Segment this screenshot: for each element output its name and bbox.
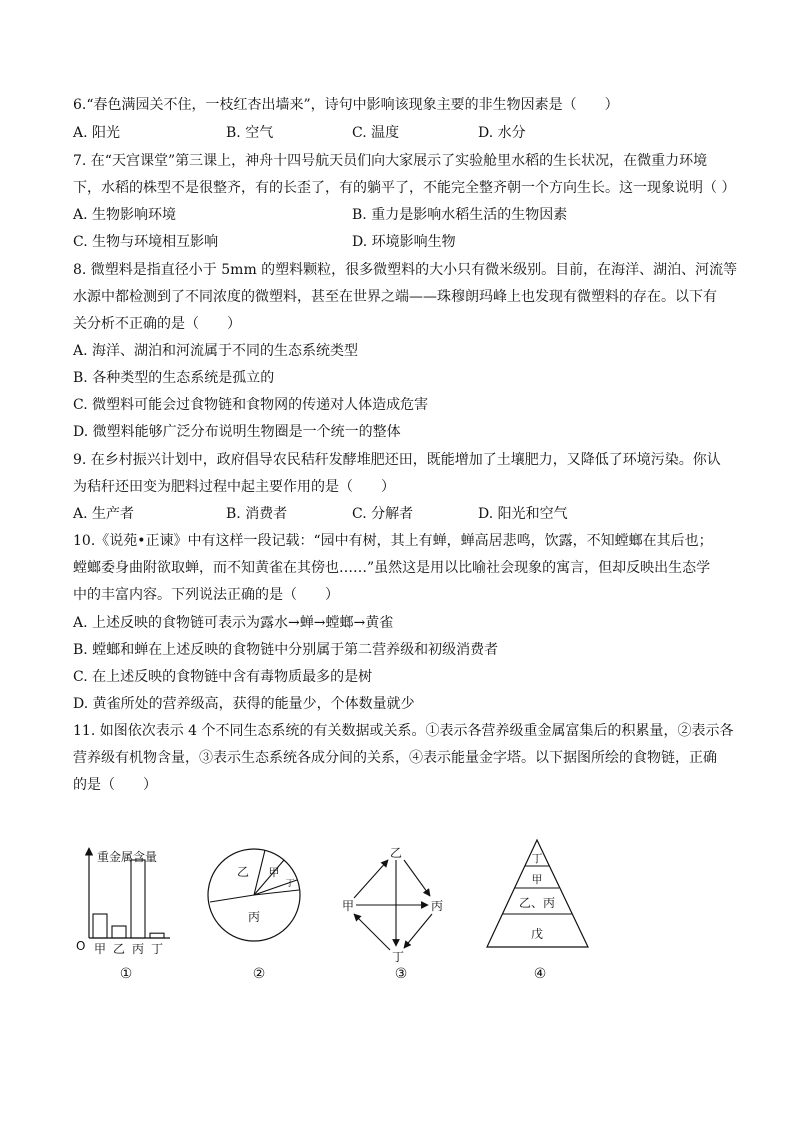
fig1-caption: ①	[119, 966, 133, 982]
fig3-node-ding: 丁	[391, 950, 405, 964]
fig1-bar-3	[150, 933, 164, 938]
fig2-label-jia: 甲	[268, 866, 280, 879]
q9-stem-line-1: 9. 在乡村振兴计划中，政府倡导农民秸秆发酵堆肥还田，既能增加了土壤肥力，又降低了环境污染。你认	[73, 452, 721, 468]
q10-stem-line-1: 10.《说苑•正谏》中有这样一段记载：“园中有树，其上有蝉，蝉高居悲鸣，饮露，不知螳螂在其后也；	[73, 533, 713, 549]
q7-stem-line-1: 7. 在“天宫课堂”第三课上，神舟十四号航天员们向大家展示了实验舱里水稻的生长状况，在微重力环境	[73, 153, 708, 169]
fig3-arrow-bing-ding	[404, 914, 432, 948]
q8-stem-line-1: 8. 微塑料是指直径小于 5mm 的塑料颗粒，很多微塑料的大小只有微米级别。目前，在海洋、湖泊、河流等	[73, 262, 738, 278]
q7-option-d: D. 环境影响生物	[352, 234, 456, 250]
q10-stem-line-3: 中的丰富内容。下列说法正确的是（ ）	[73, 587, 339, 603]
q9-option-c: C. 分解者	[352, 506, 414, 522]
q6-option-d: D. 水分	[478, 125, 526, 141]
q6-option-a: A. 阳光	[73, 125, 121, 141]
q8-option-c: C. 微塑料可能会过食物链和食物网的传递对人体造成危害	[73, 397, 429, 413]
fig1-bar-0	[93, 914, 107, 938]
q11-stem-line-2: 营养级有机物含量，③表示生态系统各成分间的关系，④表示能量金字塔。以下据图所绘的食物链，正确	[73, 750, 717, 766]
q9-option-d: D. 阳光和空气	[478, 506, 568, 522]
q7-stem-line-2: 下，水稻的株型不是很整齐，有的长歪了，有的躺平了，不能完全整齐朝一个方向生长。这一现象说明（ ）	[73, 180, 736, 196]
q6-option-c: C. 温度	[352, 125, 400, 141]
q10-stem-line-2: 螳螂委身曲附欲取蝉，而不知黄雀在其傍也……”虽然这是用以比喻社会现象的寓言，但却反映出生态学	[73, 560, 711, 576]
fig3-node-yi: 乙	[389, 846, 403, 860]
fig4-level-wu: 戊	[530, 927, 544, 941]
fig2-label-yi: 乙	[236, 865, 250, 879]
figure-1-bar-chart	[76, 848, 170, 982]
q8-option-d: D. 微塑料能够广泛分布说明生物圈是一个统一的整体	[73, 424, 401, 440]
fig1-category-label-3: 丁	[150, 942, 164, 956]
q7-option-b: B. 重力是影响水稻生活的生物因素	[352, 207, 568, 223]
fig3-node-bing: 丙	[430, 899, 444, 913]
fig1-origin: O	[76, 939, 86, 953]
q7-option-a: A. 生物影响环境	[73, 207, 177, 223]
fig1-category-label-1: 乙	[112, 942, 126, 956]
q11-figures	[0, 830, 794, 1050]
fig4-level-jia: 甲	[531, 873, 543, 886]
q9-stem-line-2: 为秸秆还田变为肥料过程中起主要作用的是（ ）	[73, 479, 395, 495]
fig3-node-jia: 甲	[341, 899, 355, 913]
q6-stem: 6.“春色满园关不住，一枝红杏出墙来”，诗句中影响该现象主要的非生物因素是（ ）	[73, 97, 619, 113]
fig2-divider-5	[210, 895, 254, 902]
q9-option-b: B. 消费者	[226, 506, 288, 522]
q6-option-b: B. 空气	[226, 125, 274, 141]
fig3-arrow-jia-yi	[354, 860, 388, 898]
fig3-caption: ③	[394, 966, 408, 982]
q9-option-a: A. 生产者	[73, 506, 135, 522]
figure-4-energy-pyramid	[487, 840, 588, 982]
fig3-arrow-yi-bing	[404, 860, 430, 896]
q8-stem-line-2: 水源中都检测到了不同浓度的微塑料，甚至在世界之端——珠穆朗玛峰上也发现有微塑料的存在。以下有	[73, 289, 717, 305]
q10-option-c: C. 在上述反映的食物链中含有毒物质最多的是树	[73, 669, 373, 685]
figure-3-ecosystem-diagram	[342, 846, 443, 982]
fig1-ylabel: 重金属含量	[97, 850, 158, 864]
fig1-category-label-2: 丙	[131, 942, 145, 956]
fig2-caption: ②	[252, 966, 266, 982]
q8-option-a: A. 海洋、湖泊和河流属于不同的生态系统类型	[73, 343, 359, 359]
q10-option-a: A. 上述反映的食物链可表示为露水→蝉→螳螂→黄雀	[73, 615, 394, 631]
q11-stem-line-1: 11. 如图依次表示 4 个不同生态系统的有关数据或关系。①表示各营养级重金属富集后的积累量，②表示各	[73, 723, 734, 739]
fig1-bar-1	[112, 926, 126, 938]
q10-option-b: B. 螳螂和蝉在上述反映的食物链中分别属于第二营养级和初级消费者	[73, 642, 499, 658]
q8-option-b: B. 各种类型的生态系统是孤立的	[73, 370, 275, 386]
q7-option-c: C. 生物与环境相互影响	[73, 234, 219, 250]
fig3-arrow-ding-jia	[354, 914, 390, 950]
fig4-caption: ④	[533, 966, 547, 982]
q10-option-d: D. 黄雀所处的营养级高，获得的能量少，个体数量就少	[73, 696, 415, 712]
fig1-bar-2	[131, 860, 145, 938]
fig1-category-label-0: 甲	[93, 942, 107, 956]
fig2-label-bing: 丙	[247, 910, 261, 924]
fig4-level-ding: 丁	[531, 852, 543, 865]
figure-2-pie-chart	[208, 849, 300, 982]
q8-stem-line-3: 关分析不正确的是（ ）	[73, 316, 241, 332]
fig2-label-ding: 丁	[285, 879, 295, 889]
q11-stem-line-3: 的是（ ）	[73, 777, 157, 793]
fig4-level-yi-bing: 乙、丙	[518, 896, 556, 910]
